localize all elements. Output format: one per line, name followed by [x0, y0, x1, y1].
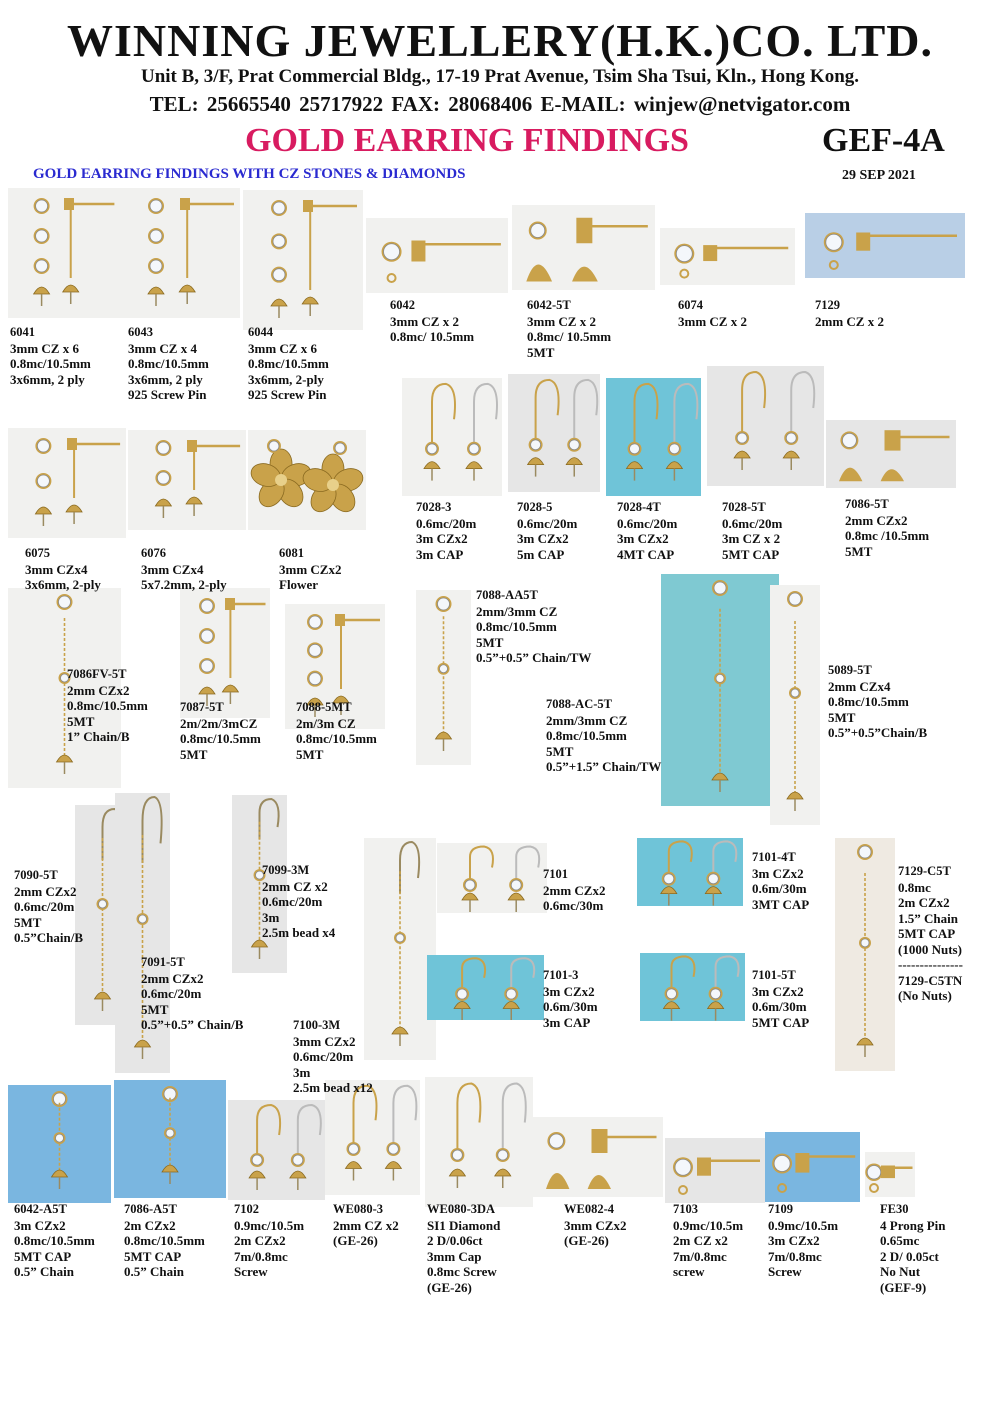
product-spec: 2.5m bead x12 [293, 1080, 373, 1095]
product-label [564, 1202, 626, 1249]
product-spec: (GE-26) [564, 1233, 609, 1248]
product-photo-WE082-4 [533, 1117, 663, 1197]
product-label [128, 325, 209, 403]
product-spec: 3mm CZ x 4 [128, 340, 197, 356]
product-code: 7088-5MT [296, 700, 352, 714]
product-code: 6041 [10, 325, 35, 339]
product-spec: 2m CZ x2 [673, 1233, 728, 1248]
product-label [248, 325, 329, 403]
product-spec: 925 Screw Pin [248, 387, 327, 402]
product-spec: (GEF-9) [880, 1279, 927, 1295]
product-spec: 0.6m/30m [752, 999, 807, 1014]
product-label [296, 700, 377, 762]
product-code: 6044 [248, 325, 273, 339]
product-spec: 5MT [527, 344, 555, 360]
product-code: 7101-4T [752, 850, 796, 864]
product-photo-7101-3 [427, 955, 544, 1020]
product-spec: Flower [279, 577, 318, 592]
product-label [14, 1202, 95, 1280]
product-label [722, 500, 782, 562]
company-address: Unit B, 3/F, Prat Commercial Bldg., 17-19 Prat Avenue, Tsim Sha Tsui, Kln., Hong Kong. [140, 66, 860, 87]
product-code: 7101 [543, 867, 568, 881]
product-photo-6074 [660, 228, 795, 285]
product-label [768, 1202, 838, 1280]
product-spec: 3m CZx2 [768, 1233, 820, 1248]
product-label [617, 500, 677, 562]
product-spec: Screw [234, 1264, 268, 1279]
product-spec: 3mm CZx4 [141, 561, 204, 577]
product-code: 7102 [234, 1202, 259, 1216]
product-photo-7086-5T [826, 420, 956, 488]
product-spec: 3MT CAP [752, 896, 810, 912]
product-photo-7103 [665, 1138, 765, 1203]
product-spec: 5MT [14, 914, 42, 930]
product-photo-6043 [120, 188, 240, 318]
product-spec: 7129-C5TN [898, 972, 963, 988]
product-label [390, 298, 474, 345]
product-spec: 5MT [180, 746, 208, 762]
product-spec: 2m/2m/3mCZ [180, 715, 258, 731]
product-spec: 5MT [845, 543, 873, 559]
product-photo-6042-5T [512, 205, 655, 290]
product-spec: 3m CZx2 [517, 531, 569, 546]
product-spec: 3m CZx2 [752, 865, 804, 881]
product-spec: (1000 Nuts) [898, 941, 962, 957]
product-spec: 2mm/3mm CZ [546, 712, 628, 728]
product-spec: 0.8mc/10.5mm [296, 731, 377, 746]
product-label [880, 1202, 946, 1295]
product-spec: 0.6mc/20m [262, 894, 323, 909]
product-spec: 1” Chain/B [67, 729, 130, 744]
product-code: 6074 [678, 298, 703, 312]
product-code: 6076 [141, 546, 166, 560]
product-label [234, 1202, 304, 1280]
product-photo-6042-A5T [8, 1085, 111, 1203]
product-label [546, 697, 661, 775]
product-spec: 0.8mc/10.5mm [476, 619, 557, 634]
product-spec: 3mm CZ x 6 [248, 340, 317, 356]
product-spec: 0.6mc/20m [722, 515, 783, 531]
product-code: 7091-5T [141, 955, 185, 969]
product-spec: 0.6m/30m [752, 881, 807, 896]
product-spec: 0.5”+0.5” Chain/B [141, 1017, 244, 1032]
product-spec: 3mm CZ x 2 [390, 313, 459, 329]
product-photo-7102 [228, 1100, 325, 1200]
product-spec: 3mm CZx2 [564, 1217, 627, 1233]
product-photo-6044 [243, 190, 363, 330]
product-spec: 5MT [141, 1001, 169, 1017]
product-photo-7028-4T [606, 378, 701, 496]
product-photo-WE080-3DA [425, 1077, 533, 1207]
product-spec: 0.5”+1.5” Chain/TW [546, 759, 662, 774]
product-spec: 3x6mm, 2-ply [248, 371, 324, 387]
product-code: 7086FV-5T [67, 667, 127, 681]
product-photo-7088-AA5T [416, 590, 471, 765]
product-spec: 0.5”Chain/B [14, 930, 83, 945]
product-code: 7086-5T [845, 497, 889, 511]
product-label [262, 863, 335, 941]
product-spec: 0.6mc/20m [141, 986, 202, 1001]
product-spec: 3m CZx2 [617, 531, 669, 546]
product-code: 6075 [25, 546, 50, 560]
product-spec: 3mm CZ x 6 [10, 340, 79, 356]
product-spec: 2mm CZx2 [141, 970, 204, 986]
product-code: WE080-3 [333, 1202, 383, 1216]
product-spec: 5x7.2mm, 2-ply [141, 577, 227, 592]
product-spec: 2mm CZ x2 [333, 1217, 399, 1233]
product-spec: 0.8mc [898, 879, 931, 895]
product-spec: 3mm CZ x 2 [678, 313, 747, 329]
product-label [141, 955, 243, 1033]
product-code: 7100-3M [293, 1018, 341, 1032]
product-spec: 3x6mm, 2 ply [10, 371, 85, 387]
product-spec: 5MT [546, 743, 574, 759]
product-label [427, 1202, 500, 1295]
product-spec: 0.6mc/30m [543, 898, 604, 913]
product-photo-7028-5T [707, 366, 824, 486]
product-label [752, 968, 809, 1030]
product-photo-7028-5 [508, 374, 600, 492]
product-spec: 3m CZx2 [14, 1217, 66, 1233]
product-spec: 5MT [828, 709, 856, 725]
product-spec: 3m CAP [416, 546, 464, 562]
product-code: 6042-A5T [14, 1202, 67, 1216]
product-spec: 2m CZx2 [234, 1233, 286, 1248]
product-spec: 2mm CZx2 [67, 682, 130, 698]
product-spec: 3x6mm, 2 ply [128, 371, 203, 387]
product-code: 7086-A5T [124, 1202, 177, 1216]
catalog-subtitle: GOLD EARRING FINDINGS WITH CZ STONES & DIAMONDS [33, 166, 466, 182]
product-photo-5089-5T [770, 585, 820, 825]
product-spec: 3mm CZx2 [293, 1033, 356, 1049]
product-spec: 2 D/0.06ct [427, 1233, 483, 1248]
product-spec: (No Nuts) [898, 988, 952, 1003]
product-photo-7101-4T [637, 838, 743, 906]
product-spec: screw [673, 1264, 705, 1279]
product-spec: (GE-26) [427, 1279, 472, 1295]
product-label [333, 1202, 399, 1249]
product-spec: 3m CZ x 2 [722, 531, 781, 546]
product-code: 7028-5 [517, 500, 553, 514]
product-spec: 0.8mc/10.5mm [10, 356, 91, 371]
product-code: 7101-3 [543, 968, 579, 982]
product-photo-7086-A5T [114, 1080, 226, 1198]
product-spec: 3x6mm, 2-ply [25, 577, 101, 592]
product-photo-7028-3 [402, 378, 502, 496]
product-spec: 0.8mc/10.5mm [124, 1233, 205, 1248]
product-spec: 2mm CZx2 [845, 512, 908, 528]
product-code: 7103 [673, 1202, 698, 1216]
product-spec: 0.8mc/ 10.5mm [527, 329, 612, 344]
product-label [14, 868, 83, 946]
product-photo-6042 [366, 218, 508, 293]
product-label [279, 546, 341, 593]
product-code: 7087-5T [180, 700, 224, 714]
product-label [67, 667, 148, 745]
product-spec: 2mm CZ x2 [262, 878, 328, 894]
product-spec: 0.5”+0.5”Chain/B [828, 725, 928, 740]
product-code: 6043 [128, 325, 153, 339]
product-spec: --------------- [898, 957, 963, 972]
product-label [25, 546, 101, 593]
product-spec: 5MT CAP [898, 926, 956, 941]
product-spec: 0.6mc/20m [14, 899, 75, 914]
product-code: 6081 [279, 546, 304, 560]
product-photo-7109 [765, 1132, 860, 1202]
product-code: WE082-4 [564, 1202, 614, 1216]
product-spec: 5MT [296, 746, 324, 762]
product-spec: SI1 Diamond [427, 1217, 501, 1233]
product-spec: 2mm/3mm CZ [476, 603, 558, 619]
product-spec: 0.9mc/10.5m [234, 1217, 305, 1233]
product-spec: 7m/0.8mc [234, 1248, 288, 1264]
product-spec: 0.8mc/10.5mm [67, 698, 148, 713]
product-spec: 2.5m bead x4 [262, 925, 336, 940]
product-spec: 0.6mc/20m [416, 515, 477, 531]
product-label [828, 663, 927, 741]
product-photo-7101 [437, 843, 547, 913]
product-photo-7088-AC-5T [661, 574, 779, 806]
product-spec: 5MT CAP [14, 1248, 72, 1264]
product-spec: 2m CZx2 [898, 895, 950, 910]
company-name: WINNING JEWELLERY(H.K.)CO. LTD. [66, 15, 934, 66]
product-code: 7028-4T [617, 500, 661, 514]
product-spec: 0.8mc /10.5mm [845, 528, 930, 543]
product-photo-7129-C5T [835, 838, 895, 1071]
product-spec: 0.5” Chain [124, 1264, 184, 1279]
catalog-title: GOLD EARRING FINDINGS [245, 122, 689, 159]
product-spec: 5m CAP [517, 546, 565, 562]
product-spec: 0.8mc/10.5mm [546, 728, 627, 743]
product-photo-7100-3M [364, 838, 436, 1060]
product-spec: 2mm CZx2 [543, 882, 606, 898]
product-spec: 0.8mc/10.5mm [14, 1233, 95, 1248]
product-spec: 1.5” Chain [898, 910, 958, 926]
product-spec: 0.6mc/20m [617, 515, 678, 531]
product-spec: 3mm CZx4 [25, 561, 88, 577]
product-spec: 0.9mc/10.5m [768, 1217, 839, 1233]
product-label [416, 500, 476, 562]
product-code: 6042 [390, 298, 415, 312]
product-label [752, 850, 809, 912]
product-spec: 0.6m/30m [543, 999, 598, 1014]
product-spec: No Nut [880, 1264, 921, 1279]
product-spec: 4 Prong Pin [880, 1217, 946, 1233]
product-spec: 2mm CZx4 [828, 678, 891, 694]
product-spec: 0.9mc/10.5m [673, 1217, 744, 1233]
product-label [543, 867, 605, 914]
product-spec: 7m/0.8mc [768, 1248, 822, 1264]
product-spec: (GE-26) [333, 1233, 378, 1248]
product-code: 7109 [768, 1202, 793, 1216]
product-photo-6041 [8, 188, 120, 318]
product-spec: 2 D/ 0.05ct [880, 1248, 939, 1264]
product-code: WE080-3DA [427, 1202, 496, 1216]
product-spec: 0.5”+0.5” Chain/TW [476, 650, 592, 665]
product-spec: 0.5” Chain [14, 1264, 74, 1279]
product-code: FE30 [880, 1202, 909, 1216]
product-label [476, 588, 591, 666]
product-photo-7087-5T [180, 588, 270, 718]
product-spec: 3mm CZ x 2 [527, 313, 596, 329]
product-photo-6081 [248, 430, 366, 530]
product-label [517, 500, 577, 562]
product-photo-7101-5T [640, 953, 745, 1021]
product-label [673, 1202, 743, 1280]
product-label [141, 546, 227, 593]
product-spec: 3m [293, 1064, 311, 1080]
product-label [898, 864, 963, 1004]
product-label [543, 968, 598, 1030]
product-spec: 5MT [476, 634, 504, 650]
product-spec: 0.8mc Screw [427, 1264, 497, 1279]
product-spec: 3m CAP [543, 1014, 591, 1030]
product-spec: 3m CZx2 [752, 983, 804, 999]
product-code: 7088-AA5T [476, 588, 538, 602]
product-spec: 5MT CAP [752, 1014, 810, 1030]
product-code: 7099-3M [262, 863, 310, 877]
product-spec: 0.8mc/10.5mm [828, 694, 909, 709]
product-photo-6075 [8, 428, 126, 538]
company-contact: TEL: 25665540 25717922 FAX: 28068406 E-MAIL: winjew@netvigator.com [149, 92, 851, 116]
catalog-date: 29 SEP 2021 [842, 168, 916, 183]
product-spec: 3m CZx2 [416, 531, 468, 546]
product-spec: 2m CZx2 [124, 1217, 176, 1233]
product-spec: 2mm CZx2 [14, 883, 77, 899]
product-photo-7129 [805, 213, 965, 278]
product-spec: 0.65mc [880, 1233, 920, 1248]
product-spec: 0.8mc/10.5mm [128, 356, 209, 371]
product-spec: 3m CZx2 [543, 983, 595, 999]
product-code: 7129-C5T [898, 864, 951, 878]
product-spec: 0.8mc/10.5mm [248, 356, 329, 371]
product-label [815, 298, 884, 329]
product-label [10, 325, 91, 387]
product-code: 5089-5T [828, 663, 872, 677]
product-spec: 5MT [67, 713, 95, 729]
product-code: 6042-5T [527, 298, 571, 312]
product-label [678, 298, 747, 329]
product-spec: 2mm CZ x 2 [815, 313, 884, 329]
product-label [527, 298, 611, 360]
product-code: 7028-5T [722, 500, 766, 514]
product-spec: 925 Screw Pin [128, 387, 207, 402]
product-spec: 0.6mc/20m [517, 515, 578, 531]
product-spec: 0.8mc/ 10.5mm [390, 329, 475, 344]
catalog-code: GEF-4A [822, 122, 945, 159]
product-code: 7090-5T [14, 868, 58, 882]
product-label [180, 700, 261, 762]
product-spec: 4MT CAP [617, 546, 675, 562]
product-spec: 5MT CAP [722, 546, 780, 562]
product-code: 7101-5T [752, 968, 796, 982]
product-spec: 3mm CZx2 [279, 561, 342, 577]
product-code: 7088-AC-5T [546, 697, 612, 711]
product-spec: 0.8mc/10.5mm [180, 731, 261, 746]
product-spec: 3mm Cap [427, 1248, 482, 1264]
product-label [124, 1202, 205, 1280]
product-label [293, 1018, 373, 1096]
product-spec: 0.6mc/20m [293, 1049, 354, 1064]
product-spec: 7m/0.8mc [673, 1248, 727, 1264]
product-photo-FE30 [865, 1152, 915, 1197]
product-spec: 2m/3m CZ [296, 715, 356, 731]
product-code: 7129 [815, 298, 840, 312]
product-photo-WE080-3 [325, 1080, 420, 1195]
product-spec: 3m [262, 909, 280, 925]
product-photo-6076 [128, 430, 246, 530]
product-code: 7028-3 [416, 500, 452, 514]
product-spec: 5MT CAP [124, 1248, 182, 1264]
product-label [845, 497, 929, 559]
product-spec: Screw [768, 1264, 802, 1279]
